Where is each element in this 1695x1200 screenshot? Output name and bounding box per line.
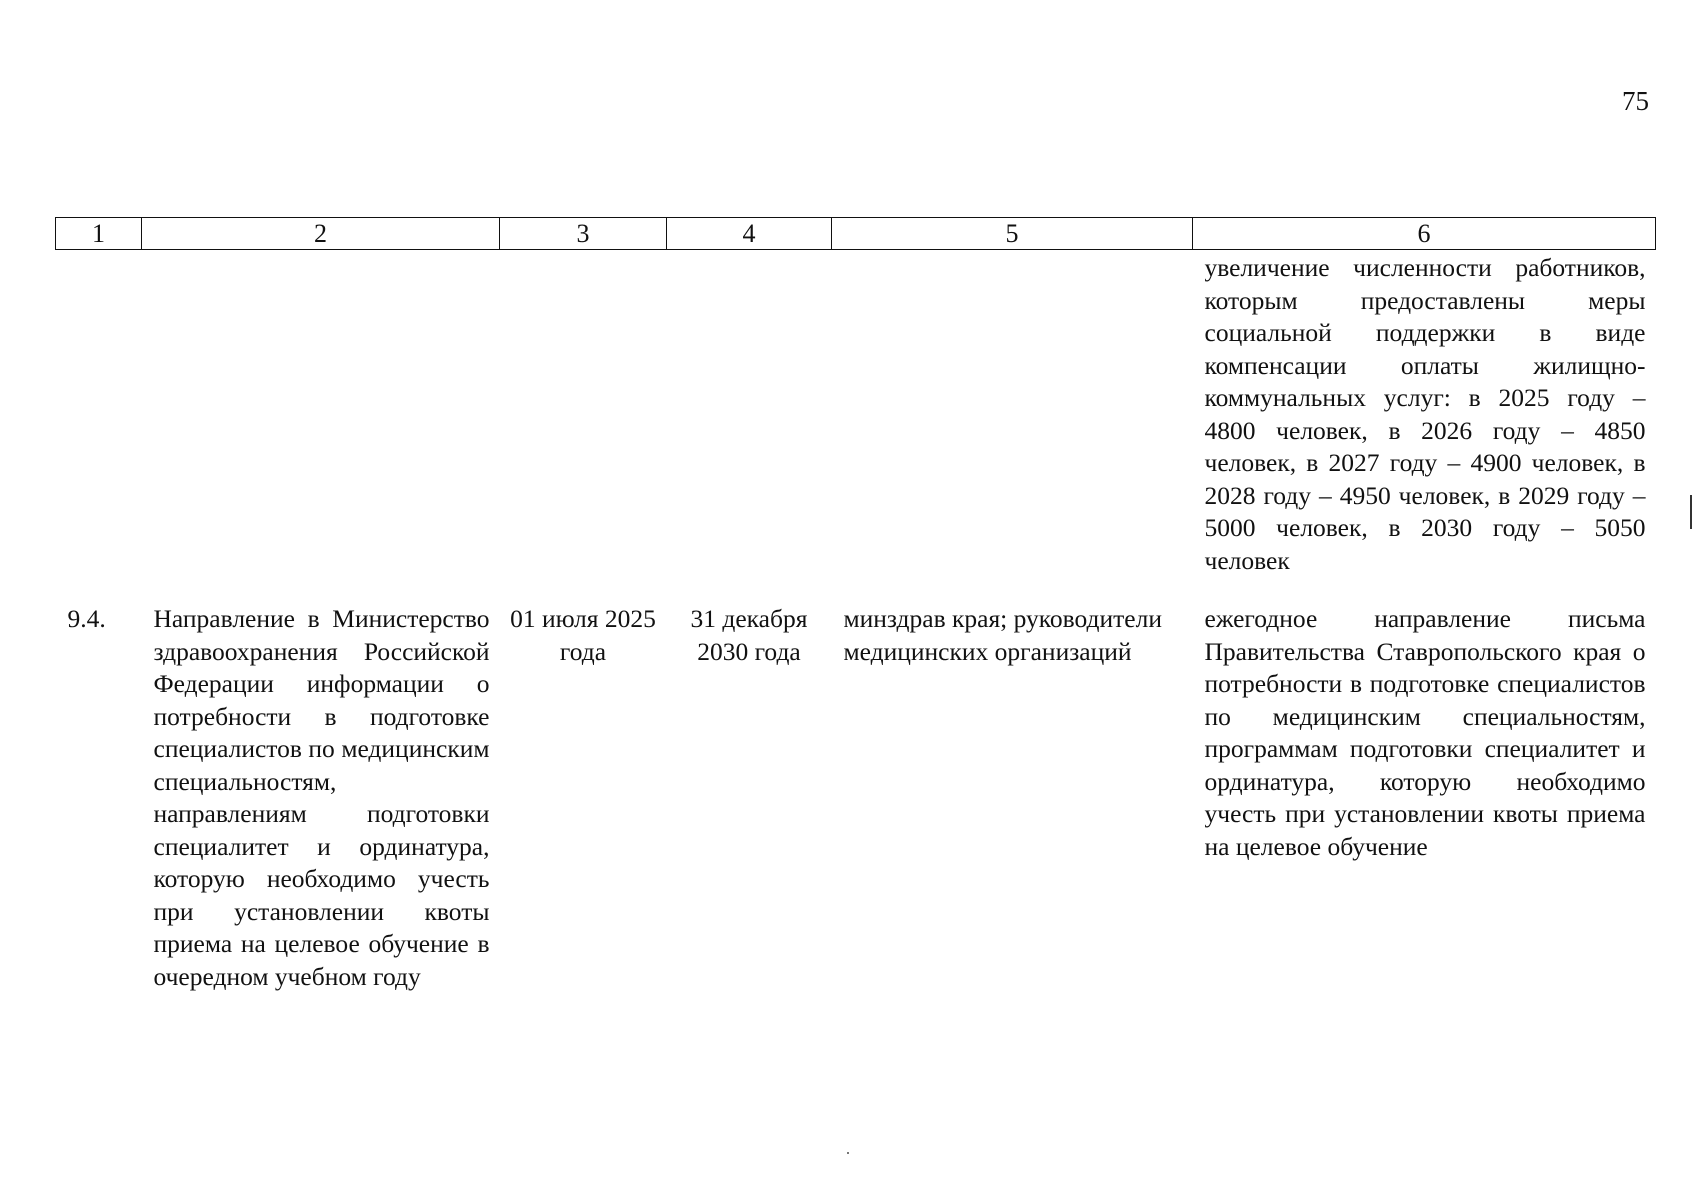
measures-table [55, 217, 1656, 993]
table-body [56, 250, 1656, 994]
row-result: ежегодное направление письма Правительства Ставропольского края о потребности в подготовке специалистов по медицинским специальностям, программам подготовки специалитет и ординатура, которую необходимо учесть при установлении квоты приема на целевое обучение [1204, 604, 1646, 861]
row-responsible: минздрав края; руководители медицинских организаций [843, 604, 1162, 666]
page-number: 75 [1622, 86, 1649, 116]
column-header-5: 5 [832, 218, 1193, 250]
table-row [56, 603, 1656, 993]
row-result: увеличение численности работников, которым предоставлены меры социальной поддержки в виде компенсации оплаты жилищно-коммунальных услуг: в 2025 году – 4800 человек, в 2026 году – 4850 человек, в 2027 году – 4900 человек, в 2028 году – 4950 человек, в 2029 году – 5000 человек, в 2030 году – 5050 человек [1204, 253, 1646, 575]
header-row [56, 218, 1656, 250]
scan-dot-mark [847, 1152, 849, 1154]
column-header-1: 1 [56, 218, 142, 250]
row-end-date: 31 декабря 2030 года [690, 604, 808, 666]
row-start-date [500, 250, 667, 604]
table-header [56, 218, 1656, 250]
scan-edge-mark [1690, 495, 1692, 529]
column-header-3: 3 [500, 218, 667, 250]
row-number [56, 250, 142, 604]
row-start-date: 01 июля 2025 года [510, 604, 656, 666]
row-action [142, 250, 500, 604]
row-number: 9.4. [67, 604, 106, 633]
column-header-2: 2 [142, 218, 500, 250]
column-header-6: 6 [1193, 218, 1656, 250]
row-responsible [832, 250, 1193, 604]
row-action: Направление в Министерство здравоохранения Российской Федерации информации о потребности в подготовке специалистов по медицинским специальностям, направлениям подготовки специалитет и ординатура, которую необходимо учесть при установлении квоты приема на целевое обучение в очередном учебном году [153, 604, 490, 991]
row-end-date [667, 250, 832, 604]
table-row [56, 250, 1656, 604]
column-header-4: 4 [667, 218, 832, 250]
